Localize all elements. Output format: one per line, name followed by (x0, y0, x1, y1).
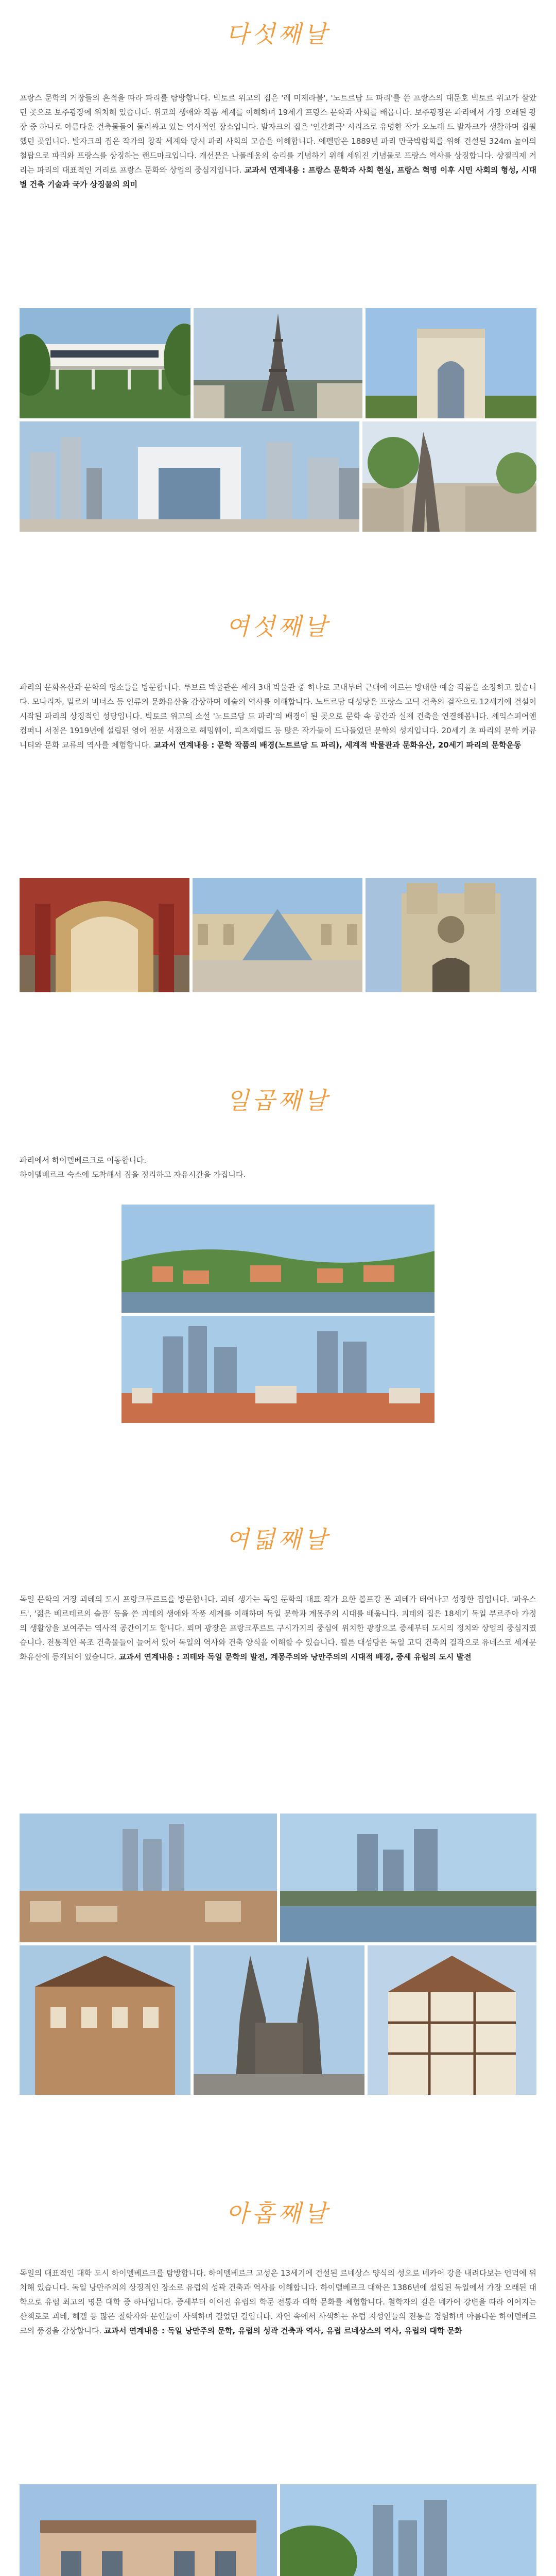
day5-title: 다섯째날 (226, 20, 330, 48)
la-defense-photo (20, 421, 359, 532)
eiffel-tower-photo (194, 308, 362, 418)
day9-curriculum: 교과서 연계내용 : 독일 낭만주의 문학, 유럽의 성곽 건축과 역사, 유럽 르네상스의 역사, 유럽의 대학 문화 (104, 2326, 462, 2335)
neckar-river-photo (280, 2484, 536, 2576)
day6-title: 여섯째날 (226, 613, 330, 640)
day6-curriculum: 교과서 연계내용 : 문학 작품의 배경(노트르담 드 파리), 세계적 박물관과 문화유산, 20세기 파리의 문학운동 (153, 740, 522, 750)
day7-title: 일곱째날 (226, 1087, 330, 1114)
heidelberg-view-photo (121, 1205, 435, 1313)
day9-description (20, 2266, 536, 2338)
heidelberg-university-photo (20, 2484, 277, 2576)
day6-description (20, 680, 536, 752)
louvre-pyramid-photo (193, 878, 362, 992)
timber-house-photo (368, 1945, 536, 2095)
day9-body: 독일의 대표적인 대학 도시 하이델베르크를 탐방합니다. 하이델베르크 고성은 13세기에 건설된 르네상스 양식의 성으로 네카어 강을 내려다보는 언덕에 위치해 있습니다. 독일 낭만주의의 상징적인 장소로 유럽의 성곽 건축과 역사를 이해합니다. 하이델베르크 대학은 1386년에 설립된 독일에서 가장 오래된 대학으로 유럽 최고의 명문 대학 중 하나입니다. 중세부터 이어진 유럽의 학문 전통과 대학 문화를 체험합니다. 철학자의 길은 네카어 강변을 따라 이어지는 산책로로 괴테, 헤겔 등 많은 철학자와 문인들이 사색하며 걸었던 길입니다. 자연 속에서 사색하는 유럽 지성인들의 전통을 경험하며 아름다운 하이델베르크의 풍경을 감상합니다. (20, 2268, 536, 2335)
day8-title: 여덟째날 (226, 1526, 330, 1553)
river-skyline-photo (280, 1814, 536, 1942)
day8-curriculum: 교과서 연계내용 : 괴테와 독일 문학의 발전, 계몽주의와 낭만주의의 시대적 배경, 중세 유럽의 도시 발전 (118, 1652, 472, 1662)
day5-description (20, 91, 536, 192)
day7-line2: 하이델베르크 숙소에 도착해서 짐을 정리하고 자유시간을 가집니다. (20, 1170, 246, 1179)
villa-photo (20, 308, 190, 418)
paris-skyline-photo (362, 421, 536, 532)
day5-curriculum: 교과서 연계내용 : 프랑스 문학과 사회 현실, 프랑스 혁명 이후 시민 사회의 형성, 시대별 건축 기술과 국가 상징물의 의미 (20, 165, 536, 189)
old-building-photo (20, 1945, 190, 2095)
day6-body: 파리의 문화유산과 문학의 명소들을 방문합니다. 루브르 박물관은 세계 3대 박물관 중 하나로 고대부터 근대에 이르는 방대한 예술 작품을 소장하고 있습니다. 모나리자, 밀로의 비너스 등 인류의 문화유산을 감상하며 예술의 역사를 이해합니다. 노트르담 대성당은 프랑스 고딕 건축의 걸작으로 12세기에 건설이 시작된 파리의 상징적인 성당입니다. 빅토르 위고의 소설 '노트르담 드 파리'의 배경이 된 곳으로 문학 속 공간과 실제 건축을 연결해봅니다. 셰익스피어앤컴퍼니 서점은 1919년에 설립된 영어 전문 서점으로 헤밍웨이, 피츠제럴드 등 많은 작가들이 드나들었던 문학의 성지입니다. 20세기 초 파리의 문학 커뮤니티와 문화 교류의 역사를 체험합니다. (20, 683, 536, 750)
day7-line1: 파리에서 하이델베르크로 이동합니다. (20, 1156, 147, 1165)
cologne-cathedral-photo (194, 1945, 364, 2095)
day8-body: 독일 문학의 거장 괴테의 도시 프랑크푸르트를 방문합니다. 괴테 생가는 독일 문학의 대표 작가 요한 볼프강 폰 괴테가 태어나고 성장한 집입니다. '파우스트', '젊은 베르테르의 슬픔' 등을 쓴 괴테의 생애와 작품 세계를 이해하며 독일 문학과 계몽주의 시대를 배웁니다. 괴테의 집은 18세기 독일 부르주아 가정의 생활상을 보여주는 역사적 공간이기도 합니다. 뢰머 광장은 프랑크푸르트 구시가지의 중심에 위치한 광장으로 중세부터 도시의 정치와 상업의 중심지였습니다. 전통적인 목조 건축물들이 늘어서 있어 독일의 역사와 건축 양식을 이해할 수 있습니다. 쾰른 대성당은 독일 고딕 건축의 걸작으로 유네스코 세계문화유산에 등재되어 있습니다. (20, 1595, 536, 1662)
museum-hall-photo (20, 878, 189, 992)
day9-title: 아홉째날 (226, 2199, 330, 2227)
frankfurt-aerial-photo (20, 1814, 277, 1942)
day7-description (20, 1153, 536, 1182)
arc-de-triomphe-photo (366, 308, 536, 418)
notre-dame-photo (366, 878, 536, 992)
frankfurt-skyline-photo (121, 1316, 435, 1423)
day8-description (20, 1592, 536, 1664)
day5-body: 프랑스 문학의 거장들의 흔적을 따라 파리를 탐방합니다. 빅토르 위고의 집은 '레 미제라블', '노트르담 드 파리'를 쓴 프랑스의 대문호 빅토르 위고가 살았던 곳으로 보주광장에 위치해 있습니다. 위고의 생애와 작품 세계를 이해하며 19세기 프랑스 문학과 사회를 배웁니다. 보주광장은 파리에서 가장 오래된 광장 중 하나로 아름다운 건축물들이 둘러싸고 있는 역사적인 장소입니다. 발자크의 집은 '인간희극' 시리즈로 유명한 작가 오노레 드 발자크가 생활하며 집필했던 곳입니다. 발자크의 집은 작가의 창작 세계와 당시 파리 사회의 모습을 이해합니다. 에펠탑은 1889년 파리 만국박람회를 위해 건설된 324m 높이의 철탑으로 파리와 프랑스를 상징하는 랜드마크입니다. 개선문은 나폴레옹의 승리를 기념하기 위해 세워진 기념물로 프랑스 역사를 상징합니다. 샹젤리제 거리는 파리의 대표적인 거리로 프랑스 문화와 상업의 중심지입니다. (20, 93, 536, 175)
